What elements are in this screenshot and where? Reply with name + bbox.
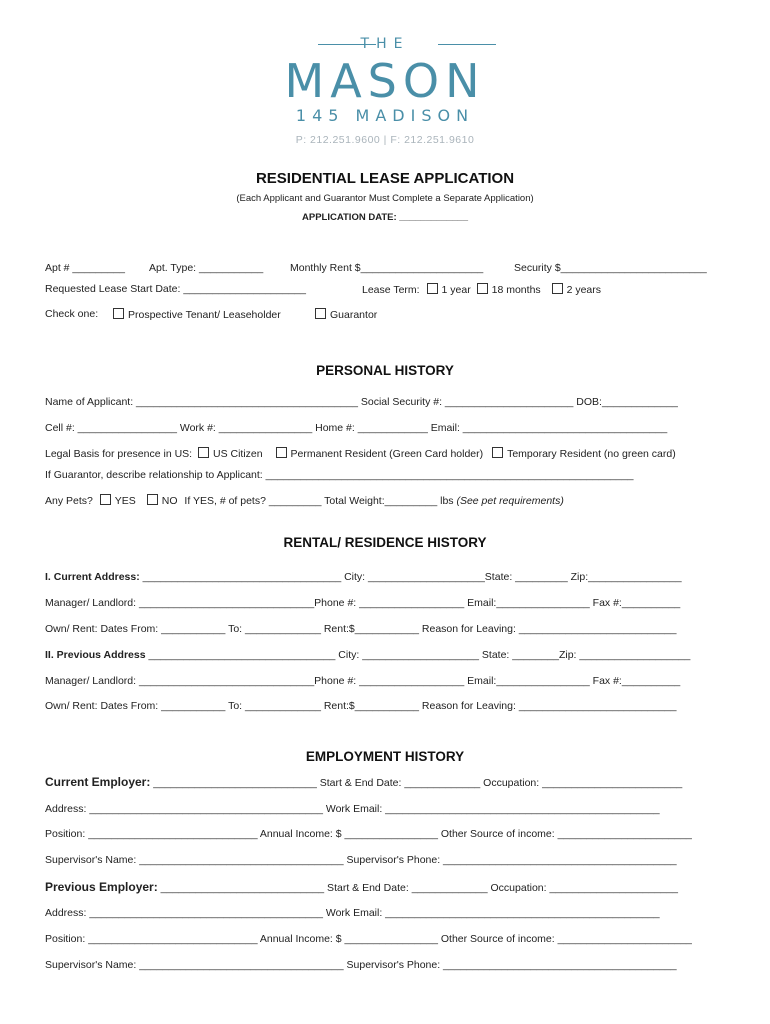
term-2-years-checkbox[interactable] <box>552 283 563 294</box>
current-address-fields[interactable]: __________________________________ City: ____________________State: _________ Zip:________________ <box>139 571 682 583</box>
current-employer-address-row[interactable]: Address: ________________________________________ Work Email: _______________________________________________ <box>45 803 660 815</box>
current-employer-row[interactable] <box>45 775 725 789</box>
current-employer-label: Current Employer: <box>45 775 151 789</box>
previous-landlord-row[interactable]: Manager/ Landlord: ______________________________Phone #: __________________ Email:________________ Fax #:__________ <box>45 675 681 687</box>
previous-address-fields[interactable]: ________________________________ City: ____________________ State: ________Zip: ___________________ <box>145 649 691 661</box>
current-employer-fields[interactable]: ____________________________ Start & End Date: _____________ Occupation: ________________________ <box>150 777 683 789</box>
prospective-tenant-option <box>113 308 281 321</box>
temporary-resident-label: Temporary Resident (no green card) <box>507 448 676 460</box>
monthly-rent-field[interactable]: Monthly Rent $_____________________ <box>290 262 484 274</box>
security-field[interactable]: Security $_________________________ <box>514 262 707 274</box>
previous-employer-fields[interactable]: ____________________________ Start & End Date: _____________ Occupation: ______________________ <box>157 882 678 894</box>
legal-basis-row <box>45 447 725 460</box>
lease-term-row <box>362 283 601 296</box>
rental-history-heading: RENTAL/ RESIDENCE HISTORY <box>283 535 487 550</box>
legal-basis-label: Legal Basis for presence in US: <box>45 448 193 460</box>
pets-yes-label: YES <box>114 495 136 507</box>
permanent-resident-label: Permanent Resident (Green Card holder) <box>290 448 484 460</box>
pets-row <box>45 494 725 507</box>
pets-note: (See pet requirements) <box>456 495 564 507</box>
previous-own-rent-row[interactable]: Own/ Rent: Dates From: ___________ To: _____________ Rent:$___________ Reason for Leaving: ___________________________ <box>45 700 677 712</box>
previous-employer-address-row[interactable]: Address: ________________________________________ Work Email: _______________________________________________ <box>45 907 660 919</box>
current-landlord-row[interactable]: Manager/ Landlord: ______________________________Phone #: __________________ Email:________________ Fax #:__________ <box>45 597 681 609</box>
current-address-label: I. Current Address: <box>45 571 140 583</box>
current-supervisor-row[interactable]: Supervisor's Name: ___________________________________ Supervisor's Phone: ________________________________________ <box>45 854 677 866</box>
current-own-rent-row[interactable]: Own/ Rent: Dates From: ___________ To: _____________ Rent:$___________ Reason for Leaving: ___________________________ <box>45 623 677 635</box>
guarantor-checkbox[interactable] <box>315 308 326 319</box>
personal-history-heading: PERSONAL HISTORY <box>316 363 454 378</box>
permanent-resident-checkbox[interactable] <box>276 447 287 458</box>
logo-the: THE <box>360 36 410 52</box>
apt-type-field[interactable]: Apt. Type: ___________ <box>149 262 264 274</box>
current-address-row[interactable] <box>45 571 725 583</box>
guarantor-label: Guarantor <box>330 309 378 321</box>
lease-term-label: Lease Term: <box>362 284 420 296</box>
pets-no-checkbox[interactable] <box>147 494 158 505</box>
prospective-tenant-label: Prospective Tenant/ Leaseholder <box>128 309 281 321</box>
term-1-year-checkbox[interactable] <box>427 283 438 294</box>
application-date-field[interactable]: APPLICATION DATE: _____________ <box>302 212 468 223</box>
page-subtitle: (Each Applicant and Guarantor Must Complete a Separate Application) <box>236 193 534 204</box>
current-position-row[interactable]: Position: _____________________________ Annual Income: $ ________________ Other Source of income: _______________________ <box>45 828 692 840</box>
phone-numbers: P: 212.251.9600 | F: 212.251.9610 <box>295 134 475 146</box>
guarantor-option <box>315 308 377 321</box>
logo-name: MASON <box>284 54 486 108</box>
term-18-months-checkbox[interactable] <box>477 283 488 294</box>
pets-yes-checkbox[interactable] <box>100 494 111 505</box>
term-2-years-label: 2 years <box>566 284 602 296</box>
temporary-resident-checkbox[interactable] <box>492 447 503 458</box>
pets-no-label: NO <box>161 495 178 507</box>
guarantor-relationship-field[interactable]: If Guarantor, describe relationship to Applicant: _______________________________________________________________ <box>45 469 634 481</box>
logo-address: 145 MADISON <box>295 106 475 125</box>
previous-position-row[interactable]: Position: _____________________________ Annual Income: $ ________________ Other Source of income: _______________________ <box>45 933 692 945</box>
previous-address-row[interactable] <box>45 649 725 661</box>
contact-numbers-row[interactable]: Cell #: _________________ Work #: ________________ Home #: ____________ Email: ___________________________________ <box>45 422 668 434</box>
lease-start-date-field[interactable]: Requested Lease Start Date: _____________________ <box>45 283 306 295</box>
term-18-months-label: 18 months <box>491 284 541 296</box>
previous-employer-label: Previous Employer: <box>45 880 158 894</box>
term-1-year-label: 1 year <box>441 284 471 296</box>
prospective-tenant-checkbox[interactable] <box>113 308 124 319</box>
us-citizen-label: US Citizen <box>213 448 263 460</box>
previous-supervisor-row[interactable]: Supervisor's Name: ___________________________________ Supervisor's Phone: ________________________________________ <box>45 959 677 971</box>
check-one-label: Check one: <box>45 308 99 320</box>
employment-history-heading: EMPLOYMENT HISTORY <box>305 749 465 764</box>
previous-employer-row[interactable] <box>45 880 725 894</box>
us-citizen-checkbox[interactable] <box>198 447 209 458</box>
apt-field[interactable]: Apt # _________ <box>45 262 125 274</box>
applicant-name-row[interactable]: Name of Applicant: ______________________________________ Social Security #: ______________________ DOB:_____________ <box>45 396 678 408</box>
previous-address-label: II. Previous Address <box>45 649 146 661</box>
page-title: RESIDENTIAL LEASE APPLICATION <box>255 170 515 187</box>
pets-label: Any Pets? <box>45 495 93 507</box>
pets-details-field[interactable]: If YES, # of pets? _________ Total Weight:_________ lbs <box>184 495 454 507</box>
